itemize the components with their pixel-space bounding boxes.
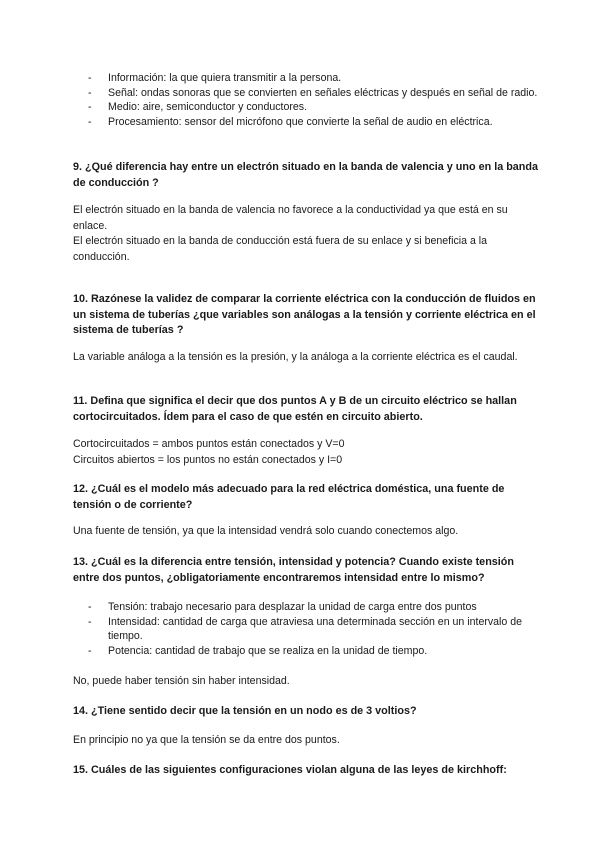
list-item: - Señal: ondas sonoras que se convierten en señales eléctricas y después en señal de radio. xyxy=(88,86,538,99)
list-item: - Medio: aire, semiconductor y conductores. xyxy=(88,101,308,114)
question-14: 14. ¿Tiene sentido decir que la tensión en un nodo es de 3 voltios? xyxy=(73,705,417,717)
question-13: 13. ¿Cuál es la diferencia entre tensión, intensidad y potencia? Cuando existe tensión entre dos puntos, ¿obligatoriamente encontraremos intensidad entre lo mismo? xyxy=(73,556,514,584)
question-15: 15. Cuáles de las siguientes configuraciones violan alguna de las leyes de kirchhoff: xyxy=(73,764,507,776)
answer-13: No, puede haber tensión sin haber intensidad. xyxy=(73,675,290,687)
question-12: 12. ¿Cuál es el modelo más adecuado para la red eléctrica doméstica, una fuente de tensión o de corriente? xyxy=(73,483,505,511)
definitions-list xyxy=(88,600,538,658)
answer-10: La variable análoga a la tensión es la presión, y la análoga a la corriente eléctrica es el caudal. xyxy=(73,351,518,363)
answer-14: En principio no ya que la tensión se da entre dos puntos. xyxy=(73,734,340,746)
answer-12: Una fuente de tensión, ya que la intensidad vendrá solo cuando conectemos algo. xyxy=(73,525,459,537)
list-item: - Procesamiento: sensor del micrófono que convierte la señal de audio en eléctrica. xyxy=(88,115,493,128)
list-item: - Tensión: trabajo necesario para desplazar la unidad de carga entre dos puntos xyxy=(88,601,477,613)
list-item: - Información: la que quiera transmitir a la persona. xyxy=(88,72,342,84)
list-item: - Intensidad: cantidad de carga que atraviesa una determinada sección en un intervalo de tiempo. xyxy=(88,615,523,643)
question-11: 11. Defina que significa el decir que dos puntos A y B de un circuito eléctrico se hallan cortocircuitados. Ídem para el caso de que estén en circuito abierto. xyxy=(73,395,517,423)
list-item: - Potencia: cantidad de trabajo que se realiza en la unidad de tiempo. xyxy=(88,644,428,657)
info-list xyxy=(88,71,538,129)
answer-9: El electrón situado en la banda de valencia no favorece a la conductividad ya que está en su enlace. El electrón situado en la banda de conducción está fuera de su enlace y si beneficia a la conducción. xyxy=(73,204,508,263)
question-9: 9. ¿Qué diferencia hay entre un electrón situado en la banda de valencia y uno en la banda de conducción ? xyxy=(73,161,538,189)
answer-11: Cortocircuitados = ambos puntos están conectados y V=0 Circuitos abiertos = los puntos no están conectados y I=0 xyxy=(73,438,345,466)
question-10: 10. Razónese la validez de comparar la corriente eléctrica con la conducción de fluidos en un sistema de tuberías ¿que variables son análogas a la tensión y corriente eléctrica en el sistema de tuberías ? xyxy=(73,293,536,336)
